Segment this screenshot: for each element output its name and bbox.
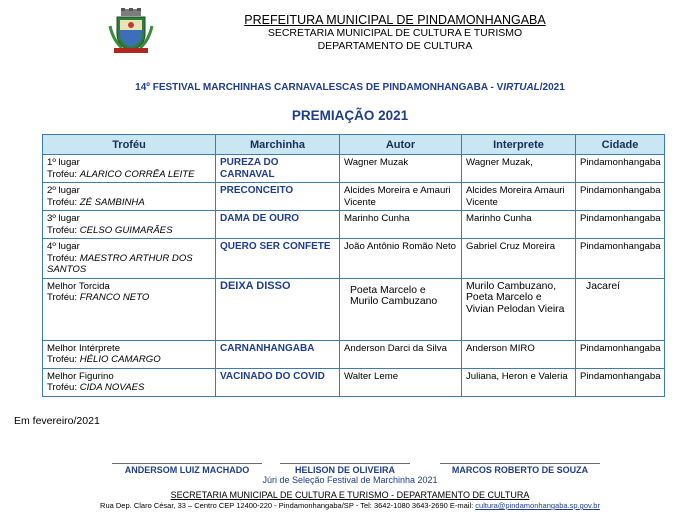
place-label: 1º lugar	[47, 157, 80, 168]
trophy-label: Troféu:	[47, 382, 80, 393]
award-title: PREMIAÇÃO 2021	[291, 108, 409, 123]
trophy-label: Troféu:	[47, 354, 80, 365]
signature-2: HELISON DE OLIVEIRA	[280, 463, 410, 475]
cell-cidade: Jacareí	[576, 278, 665, 340]
table-row	[43, 211, 665, 239]
place-label: 3º lugar	[47, 213, 80, 224]
cell-trofeu	[43, 183, 216, 211]
letterhead	[230, 14, 560, 53]
signature-3: MARCOS ROBERTO DE SOUZA	[440, 463, 600, 475]
cell-interprete: Marinho Cunha	[462, 211, 576, 239]
cell-autor	[340, 278, 462, 340]
trophy-name: CIDA NOVAES	[79, 382, 145, 393]
trophy-name: ALARICO CORRÊA LEITE	[79, 168, 195, 180]
cell-trofeu	[43, 211, 216, 239]
place-label: 4º lugar	[47, 241, 80, 252]
cell-marchinha: VACINADO DO COVID	[216, 368, 340, 396]
cell-interprete: Juliana, Heron e Valeria	[462, 368, 576, 396]
table-row	[43, 278, 665, 340]
footer-address-text: Rua Dep. Claro César, 33 – Centro CEP 12400-220 - Pindamonhangaba/SP - Tel: 3642-1080 3643-2690 E-mail:	[100, 501, 476, 510]
trophy-label: Troféu:	[47, 196, 80, 208]
footer-email-link[interactable]: cultura@pindamonhangaba.sp.gov.br	[475, 501, 600, 510]
table-row	[43, 340, 665, 368]
cell-marchinha: QUERO SER CONFETE	[216, 239, 340, 279]
table-row	[43, 155, 665, 183]
awards-table	[42, 134, 665, 397]
festival-title-prefix: 14º FESTIVAL MARCHINHAS CARNAVALESCAS DE PINDAMONHANGABA - V	[135, 82, 504, 93]
cell-trofeu	[43, 340, 216, 368]
letterhead-departamento: DEPARTAMENTO DE CULTURA	[317, 40, 473, 52]
place-label: Melhor Intérprete	[47, 342, 121, 354]
cell-cidade: Pindamonhangaba	[576, 340, 665, 368]
header-marchinha: Marchinha	[216, 135, 340, 155]
table-header-row	[43, 135, 665, 155]
cell-autor: Wagner Muzak	[340, 155, 462, 183]
trophy-name: CELSO GUIMARÃES	[79, 224, 173, 236]
header-cidade: Cidade	[576, 135, 665, 155]
cell-interprete: Wagner Muzak,	[462, 155, 576, 183]
place-label: Melhor Torcida	[47, 280, 110, 292]
cell-trofeu	[43, 368, 216, 396]
cell-cidade: Pindamonhangaba	[576, 155, 665, 183]
cell-interprete: Alcides Moreira Amauri Vicente	[462, 183, 576, 211]
cell-interprete: Anderson MIRO	[462, 340, 576, 368]
trophy-label: Troféu:	[47, 292, 80, 303]
trophy-name: MAESTRO ARTHUR DOS SANTOS	[47, 252, 193, 275]
trophy-name: ZÉ SAMBINHA	[79, 196, 145, 208]
festival-title-italic: IRTUAL	[503, 82, 540, 93]
place-label: Melhor Figurino	[47, 370, 114, 382]
cell-interprete: Gabriel Cruz Moreira	[462, 239, 576, 279]
cell-trofeu	[43, 155, 216, 183]
cell-autor: João Antônio Romão Neto	[340, 239, 462, 279]
header-autor: Autor	[340, 135, 462, 155]
cell-cidade: Pindamonhangaba	[576, 211, 665, 239]
cell-cidade: Pindamonhangaba	[576, 239, 665, 279]
header-interprete: Interprete	[462, 135, 576, 155]
cell-autor: Marinho Cunha	[340, 211, 462, 239]
cell-marchinha: PRECONCEITO	[216, 183, 340, 211]
cell-interprete: Murilo Cambuzano, Poeta Marcelo e Vivian Pelodan Vieira	[462, 278, 576, 340]
cell-marchinha: CARNANHANGABA	[216, 340, 340, 368]
cell-autor: Anderson Darci da Silva	[340, 340, 462, 368]
signature-1: ANDERSOM LUIZ MACHADO	[112, 463, 262, 475]
municipal-coat-of-arms-icon	[108, 8, 154, 54]
trophy-label: Troféu:	[47, 168, 80, 180]
table-row	[43, 239, 665, 279]
footer-department: SECRETARIA MUNICIPAL DE CULTURA E TURISMO - DEPARTAMENTO DE CULTURA	[170, 490, 530, 500]
letterhead-prefeitura: PREFEITURA MUNICIPAL DE PINDAMONHANGABA	[244, 13, 546, 27]
festival-title	[0, 82, 700, 93]
footer-address	[0, 501, 700, 510]
header-trofeu: Troféu	[43, 135, 216, 155]
cell-autor: Alcides Moreira e Amauri Vicente	[340, 183, 462, 211]
table-row	[43, 368, 665, 396]
trophy-name: HÉLIO CAMARGO	[79, 354, 161, 365]
trophy-label: Troféu:	[47, 224, 80, 236]
cell-cidade: Pindamonhangaba	[576, 183, 665, 211]
letterhead-secretaria: SECRETARIA MUNICIPAL DE CULTURA E TURISMO	[267, 27, 523, 39]
table-row	[43, 183, 665, 211]
author-text: Poeta Marcelo e Murilo Cambuzano	[350, 284, 438, 307]
cell-autor: Walter Leme	[340, 368, 462, 396]
trophy-name: FRANCO NETO	[79, 292, 150, 303]
cell-marchinha: PUREZA DO CARNAVAL	[216, 155, 340, 183]
festival-title-suffix: /2021	[539, 82, 565, 93]
date-line: Em fevereiro/2021	[14, 415, 100, 427]
cell-trofeu	[43, 278, 216, 340]
cell-marchinha: DEIXA DISSO	[216, 278, 340, 340]
cell-trofeu	[43, 239, 216, 279]
jury-line: Júri de Seleção Festival de Marchinha 2021	[262, 475, 438, 485]
place-label: 2º lugar	[47, 185, 80, 196]
trophy-label: Troféu:	[47, 252, 80, 264]
cell-cidade: Pindamonhangaba	[576, 368, 665, 396]
cell-marchinha: DAMA DE OURO	[216, 211, 340, 239]
